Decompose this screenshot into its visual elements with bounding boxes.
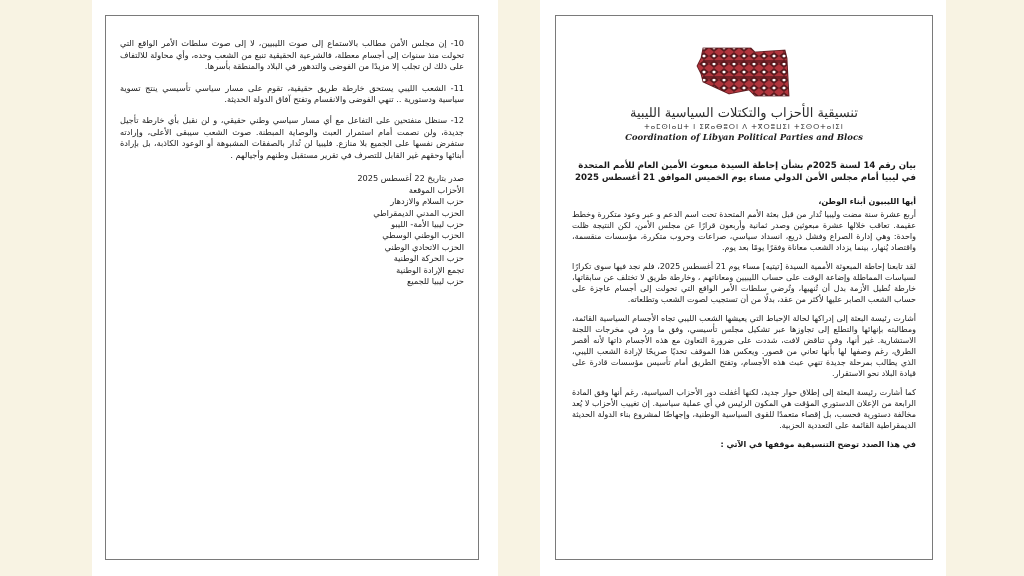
organization-name-english: Coordination of Libyan Political Parties and Blocs [625,133,863,143]
issue-date: صدر بتاريخ 22 أغسطس 2025 [357,173,464,184]
paragraph-11: 11- الشعب الليبي يستحق خارطة طريق حقيقية، تقوم على مسار سياسي تأسيسي ينتج تسوية سياسية ودستورية .. تنهي الفوضى والانقسام وتفتح آفاق الدولة الحديثة. [120,82,464,105]
body-paragraph: أشارت رئيسة البعثة إلى إدراكها لحالة الإحباط التي يعيشها الشعب الليبي تجاه الأجسام السياسية القائمة، ومطالبته بإنهائها والتطلع إلى تجاوزها عبر تشكيل مجلس تأسيسي، وفق ما ورد في مخرجات اللجنة الاستشارية. غير أنها، وفي تناقض لافت، شددت على ضرورة التعاون مع هذه الأجسام ذاتها لأنه أقصر الطرق، رغم وصفها لها بأنها تعاني من قصور. ويعكس هذا الموقف تحديًا صريحًا لإرادة الشعب الليبي، الذي يطالب بمرحلة جديدة تنهي عبث هذه الأجسام، وتفتح الطريق أمام تأسيس مؤسسات قادرة على قيادة البلاد نحو الاستقرار. [572,314,916,378]
document-page-right [555,15,933,560]
signatory-item: حزب ليبيا الأمة- الليبو [391,218,464,229]
signatory-item: تجمع الإرادة الوطنية [396,264,464,275]
signatory-item: الحزب الاتحادي الوطني [384,241,464,252]
paragraph-12: 12- سنظل منفتحين على التفاعل مع أي مسار سياسي وطني حقيقي، و لن نقبل بأي خارطة تأجيل جديدة، ولن نصمت أمام استمرار العبث والوصاية المبطنة. صوت الشعب سيبقى الأعلى، وإرادته ستفرض نفسها على الجميع بلا منازع. فليبيا لن تُدار بالصفقات المشبوهة أو الوعود الكاذبة، بل بإرادة أبنائها وحقهم غير القابل للتصرف في تقرير مستقبل وطنهم وأجيالهم . [120,114,464,160]
body-paragraph: كما أشارت رئيسة البعثة إلى إطلاق حوار جديد، لكنها أغفلت دور الأحزاب السياسية، رغم أنها وفق المادة الرابعة من الإعلان الدستوري المؤقت هي المكون الرئيس في أي عملية سياسية. إن تغييب الأحزاب لا يُعد مخالفة دستورية فحسب، بل إقصاء متعمدًا للقوى السياسية الوطنية، وإجهاضًا لمشروع بناء الدولة الحديثة الديمقراطية القائمة على التعددية الحزبية. [572,388,916,430]
signatory-item: حزب الحركة الوطنية [393,253,464,264]
greeting: أيها الليبيون أبناء الوطن، [818,197,916,206]
body-paragraph: لقد تابعنا إحاطة المبعوثة الأممية السيدة [تيتيه] مساء يوم 21 أغسطس 2025، فلم نجد فيها سوى تكرارًا لسياسات المماطلة وإضاعة الوقت على حساب الليبيين ومعاناتهم ، وخارطة طريق لا تختلف عن سابقاتها، خارطة تُطيل الأزمة بدل أن تُنهيها، وتُرضي سلطات الأمر الواقع التي تحولت إلى أجسام عاجزة على حساب الشعب الصابر عليها لأكثر من عقد، بدلًا من أن تستجيب لصوت الشعب وتطلعاته. [572,262,917,304]
signatory-item: الحزب الوطني الوسطي [382,230,464,241]
organization-name-arabic: تنسيقية الأحزاب والتكتلات السياسية الليبية [630,106,858,121]
closing-line: في هذا الصدد توضح التنسيقية موقفها في الآتي : [720,440,916,449]
signoff-block [120,173,464,287]
signatory-item: حزب السلام والازدهار [390,196,464,207]
signatory-item: حزب ليبيا للجميع [407,276,464,286]
signatory-item: الحزب المدني الديمقراطي [373,207,464,218]
signatories-title: الأحزاب الموقعة [408,184,464,195]
body-paragraph: أربع عشرة سنة مضت وليبيا تُدار من قبل بعثة الأمم المتحدة تحت اسم الدعم و عبر وعود متكررة وخطط عقيمة. تعاقب خلالها عشرة مبعوثين وصدر ثمانية وأربعون قرارًا عن مجلس الأمن، لكن النتيجة ظلت واحدة: وهي إدارة الصراع وفشل ذريع، انسداد سياسي، صراعات وحروب متكررة، مؤسسات منقسمة، واقتصاد يُنهار، بينما يزداد الشعب معاناة وفقرًا يومًا بعد يوم. [572,210,916,252]
statement-headline: بيان رقم 14 لسنة 2025م بشأن إحاطة السيدة مبعوث الأمين العام للأمم المتحدة في ليبيا أمام مجلس الأمن الدولي مساء يوم الخميس الموافق 21 أغسطس 2025 [575,161,916,183]
logo-area [572,44,916,100]
organization-name-tifinagh: ⵜⴰⵎⵙⵏⴰⵡⵜ ⵏ ⵉⴽⴰⴱⵓⵔⵏ ⴷ ⵜⴳⵔⵓⵡⵉⵏ ⵜⵉⵙⵔⵜⴰⵏⵉⵏ [644,123,844,131]
libya-map-logo-icon [689,44,799,100]
document-page-left [105,15,479,560]
paragraph-10: 10- إن مجلس الأمن مطالب بالاستماع إلى صوت الليبيين، لا إلى صوت سلطات الأمر الواقع التي تحولت منذ سنوات إلى أجسام معطلة، فالشرعية الحقيقية تنبع من الشعب وحده، وأي محاولة للالتفاف على ذلك لن تجلب إلا مزيدًا من الفوضى والتدهور في البلاد والمنطقة بأسرها. [120,38,464,72]
